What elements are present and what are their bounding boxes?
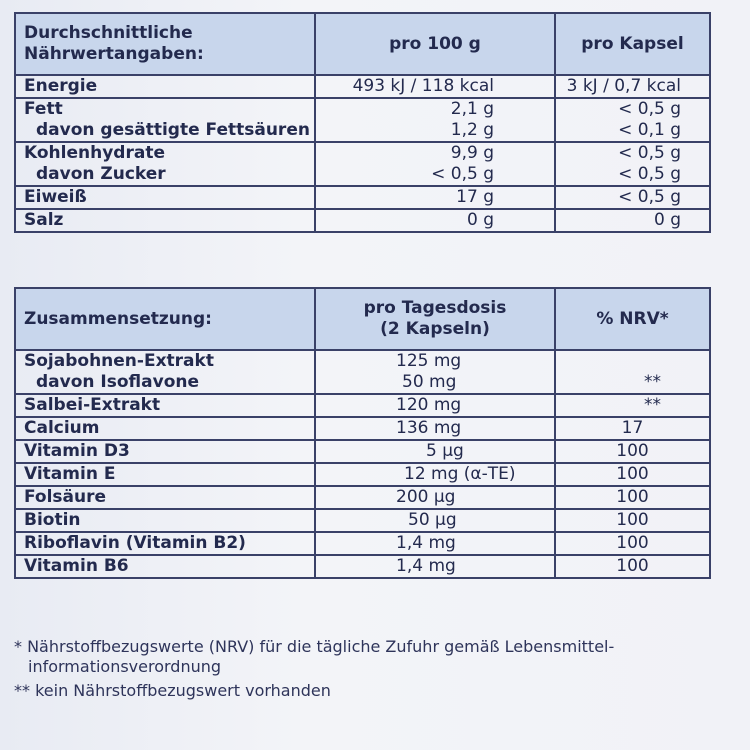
header-per-capsule: pro Kapsel [555,13,710,75]
row-label: Biotin [15,509,315,532]
row-value-nrv: 100 [555,532,710,555]
row-value-100g: 493 kJ / 118 kcal [315,75,555,98]
composition-table-header [15,288,710,350]
header-per-daily-dose: pro Tagesdosis (2 Kapseln) [315,288,555,350]
row-value-daily-dose: 200 µg [315,486,555,509]
table-row [15,463,710,486]
row-label: Fett davon gesättigte Fettsäuren [15,98,315,142]
table-row [15,532,710,555]
row-value-nrv: 100 [555,509,710,532]
row-value-daily-dose: 12 mg (α-TE) [315,463,555,486]
row-label: Salz [15,209,315,232]
table-row [15,98,710,142]
table-row [15,142,710,186]
header-composition-label: Zusammensetzung: [15,288,315,350]
header-per-100g: pro 100 g [315,13,555,75]
row-value-nrv: 100 [555,486,710,509]
footnote-no-nrv: ** kein Nährstoffbezugswert vorhanden [14,681,331,700]
table-row [15,417,710,440]
row-value-daily-dose: 1,4 mg [315,532,555,555]
row-value-100g: 17 g [315,186,555,209]
row-value-100g: 0 g [315,209,555,232]
row-value-capsule: 3 kJ / 0,7 kcal [555,75,710,98]
row-value-daily-dose: 1,4 mg [315,555,555,578]
nutrition-table-header [15,13,710,75]
table-row [15,75,710,98]
row-value-nrv: ** [555,350,710,394]
composition-table [14,287,711,579]
row-value-100g: 9,9 g < 0,5 g [315,142,555,186]
table-row [15,440,710,463]
row-label: Vitamin E [15,463,315,486]
row-label: Sojabohnen-Extrakt davon Isoflavone [15,350,315,394]
row-label: Vitamin D3 [15,440,315,463]
row-value-capsule: < 0,5 g [555,186,710,209]
row-label: Energie [15,75,315,98]
row-label: Folsäure [15,486,315,509]
table-row [15,186,710,209]
row-value-nrv: 100 [555,440,710,463]
row-label: Eiweiß [15,186,315,209]
row-value-nrv: 17 [555,417,710,440]
footnote-nrv: * Nährstoffbezugswerte (NRV) für die tägliche Zufuhr gemäß Lebensmittel- informationsverordnung [14,637,615,676]
header-nrv-percent: % NRV* [555,288,710,350]
row-label: Salbei-Extrakt [15,394,315,417]
row-value-capsule: < 0,5 g < 0,5 g [555,142,710,186]
row-label: Kohlenhydrate davon Zucker [15,142,315,186]
table-row [15,394,710,417]
row-value-nrv: 100 [555,555,710,578]
table-row [15,350,710,394]
row-label: Vitamin B6 [15,555,315,578]
row-value-daily-dose: 125 mg 50 mg [315,350,555,394]
row-value-capsule: < 0,5 g < 0,1 g [555,98,710,142]
row-label: Riboflavin (Vitamin B2) [15,532,315,555]
table-row [15,555,710,578]
row-value-daily-dose: 50 µg [315,509,555,532]
row-value-100g: 2,1 g 1,2 g [315,98,555,142]
row-value-capsule: 0 g [555,209,710,232]
header-nutrition-label: Durchschnittliche Nährwertangaben: [15,13,315,75]
row-label: Calcium [15,417,315,440]
table-row [15,509,710,532]
table-row [15,209,710,232]
row-value-daily-dose: 120 mg [315,394,555,417]
table-row [15,486,710,509]
row-value-daily-dose: 5 µg [315,440,555,463]
row-value-nrv: 100 [555,463,710,486]
row-value-daily-dose: 136 mg [315,417,555,440]
row-value-nrv: ** [555,394,710,417]
nutrition-table [14,12,711,233]
